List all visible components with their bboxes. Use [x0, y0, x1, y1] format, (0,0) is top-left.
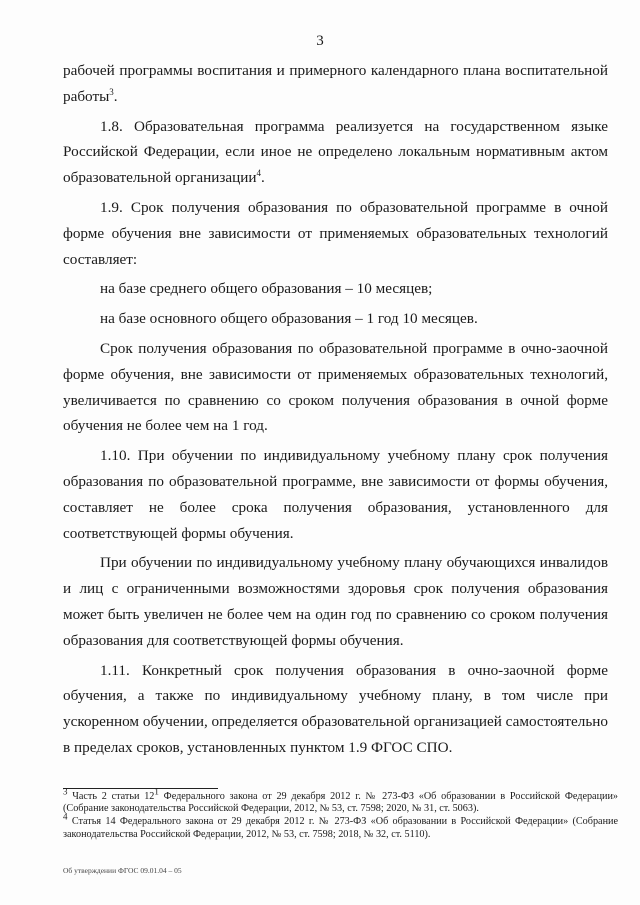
footnote-4: $^4$ Статья 14 Федерального закона от 29 декабря 2012 г. № 273-ФЗ «Об образовании в Российской Федерации» (Собрание законодательства Российской Федерации, 2012, № 53, ст. 7598; 2018, № 32, ст. 5110). [63, 812, 618, 840]
paragraph-1-8: 1.8. Образовательная программа реализуется на государственном языке Российской Федерации, если иное не определено локальным нормативным актом образовательной организации$^4$. [63, 117, 608, 187]
list-item-basic: на базе основного общего образования – 1 год 10 месяцев. [100, 310, 478, 328]
footnote-ref-3[interactable]: 3 [109, 86, 114, 97]
document-footer: Об утверждении ФГОС 09.01.04 – 05 [63, 866, 182, 875]
footnote-3: $^3$ Часть 2 статьи $12^1$ Федерального закона от 29 декабря 2012 г. № 273-ФЗ «Об образовании в Российской Федерации» (Собрание законодательства Российской Федерации, 2012, № 53, ст. 7598; 2020, № 31, ст. 5063). [63, 786, 619, 815]
footnotes [63, 786, 619, 841]
paragraph-1-10: 1.10. При обучении по индивидуальному учебному плану срок получения образования по образовательной программе, вне зависимости от формы обучения, составляет не более срока получения образования, установленного для соответствующей формы обучения. [63, 447, 608, 542]
footnote-ref-4[interactable]: 4 [256, 168, 262, 179]
body-text [63, 58, 608, 761]
page-number: 3 [316, 33, 324, 49]
paragraph-part-time: Срок получения образования по образовательной программе в очно-заочной форме обучения, вне зависимости от применяемых образовательных технологий, увеличивается по сравнению со сроком получения образования в очной форме обучения не более чем на 1 год. [63, 339, 608, 435]
paragraph-continuation: рабочей программы воспитания и примерного календарного плана воспитательной работы$^3$. [63, 62, 608, 105]
paragraph-disabilities: При обучении по индивидуальному учебному плану обучающихся инвалидов и лиц с ограниченными возможностями здоровья срок получения образования может быть увеличен не более чем на один год по сравнению со сроком получения образования для соответствующей формы обучения. [63, 554, 608, 649]
footnote-separator [63, 788, 218, 789]
paragraph-1-11: 1.11. Конкретный срок получения образования в очно-заочной форме обучения, а также по индивидуальному учебному плану, в том числе при ускоренном обучении, определяется образовательной организацией самостоятельно в пределах сроков, установленных пунктом 1.9 ФГОС СПО. [63, 661, 608, 756]
paragraph-1-9: 1.9. Срок получения образования по образовательной программе в очной форме обучения вне зависимости от применяемых образовательных технологий составляет: [63, 198, 608, 268]
list-item-secondary: на базе среднего общего образования – 10 месяцев; [100, 280, 433, 298]
